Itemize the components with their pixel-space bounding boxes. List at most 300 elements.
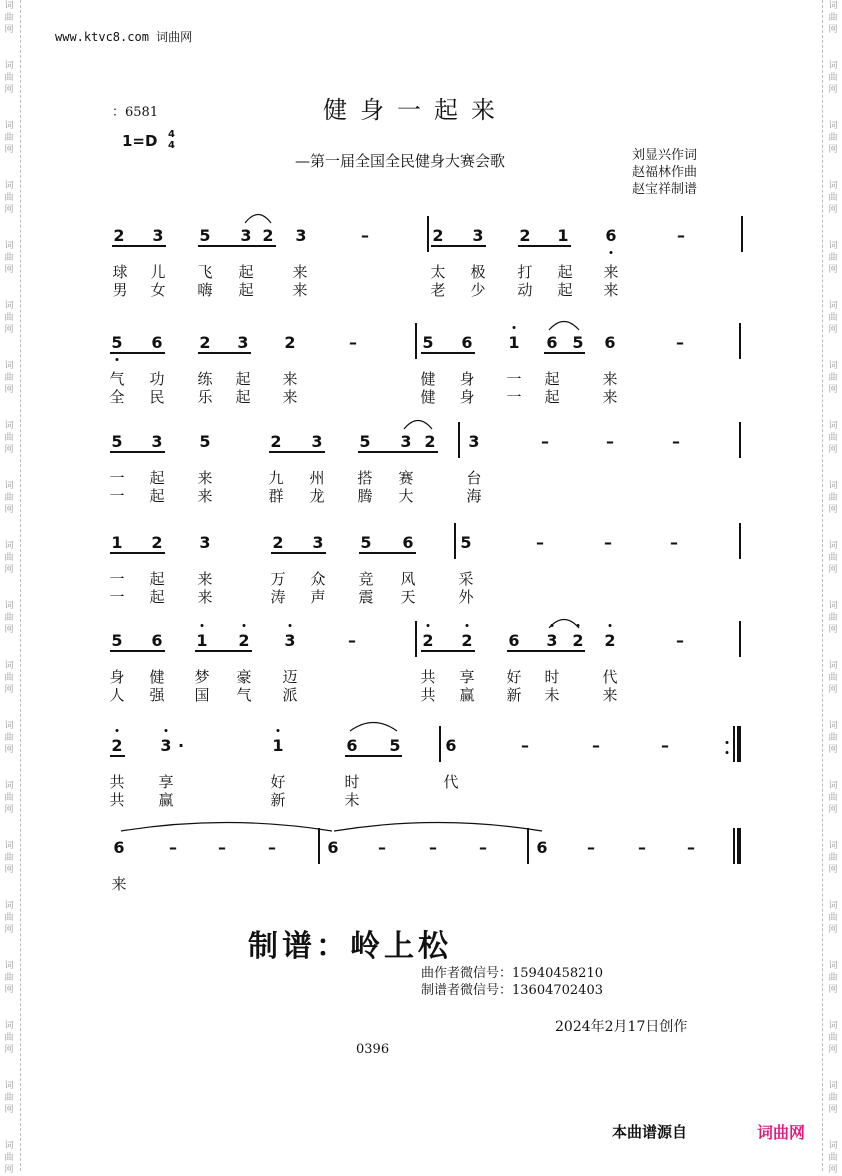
lyric-verse-2: 群 xyxy=(268,487,284,505)
note: – xyxy=(541,432,549,451)
composer-wechat: 曲作者微信号：15940458210 xyxy=(421,966,603,981)
note: 2 xyxy=(199,333,211,352)
note: – xyxy=(638,838,646,857)
note: – xyxy=(521,736,529,755)
lyric-verse-2: 身 xyxy=(459,388,475,406)
lyric-verse-1: 打 xyxy=(517,263,533,281)
note: 5 xyxy=(460,533,472,552)
lyric-verse-2: 男 xyxy=(112,281,128,299)
eighth-note-underline xyxy=(507,650,585,652)
lyric-verse-2: 未 xyxy=(544,686,560,704)
lyric-verse-1: 代 xyxy=(602,668,618,686)
eighth-note-underline xyxy=(110,650,165,652)
lyric-verse-1: 搭 xyxy=(357,469,373,487)
lyric-verse-1: 起 xyxy=(544,370,560,388)
right-margin-line xyxy=(822,0,823,1171)
note: 6 xyxy=(327,838,339,857)
final-barline xyxy=(737,828,741,864)
side-watermark-text: 词 曲 网 xyxy=(828,241,838,275)
lyric-verse-1: 来 xyxy=(282,370,298,388)
side-watermark-text: 词 曲 网 xyxy=(828,841,838,875)
lyric-verse-1: 代 xyxy=(443,773,459,791)
octave-dot-above xyxy=(427,624,430,627)
lyric-verse-2: 来 xyxy=(292,281,308,299)
slur-arc xyxy=(403,416,433,430)
side-watermark-text: 词 曲 网 xyxy=(4,241,14,275)
note: 6 xyxy=(113,838,125,857)
note: 2 xyxy=(151,533,163,552)
note: 5 xyxy=(111,631,123,650)
slur-arc xyxy=(244,210,272,224)
octave-dot-above xyxy=(609,624,612,627)
lyric-verse-1: 来 xyxy=(602,370,618,388)
slur-arc xyxy=(548,317,580,331)
eighth-note-underline xyxy=(358,451,438,453)
lyric-verse-2: 民 xyxy=(149,388,165,406)
lyric-verse-1: 儿 xyxy=(150,263,166,281)
octave-dot-above xyxy=(277,729,280,732)
side-watermark-text: 词 曲 网 xyxy=(4,901,14,935)
note: – xyxy=(268,838,276,857)
side-watermark-text: 词 曲 网 xyxy=(4,781,14,815)
note: 2 xyxy=(284,333,296,352)
final-barline xyxy=(737,726,741,762)
note: 6 xyxy=(546,333,558,352)
eighth-note-underline xyxy=(110,552,165,554)
lyric-verse-1: 球 xyxy=(112,263,128,281)
lyric-verse-1: 起 xyxy=(149,570,165,588)
lyric-verse-1: 气 xyxy=(109,370,125,388)
note: 3 xyxy=(311,432,323,451)
eighth-note-underline xyxy=(271,552,326,554)
barline xyxy=(318,828,320,864)
eighth-note-underline xyxy=(518,245,571,247)
arranger-credit: 赵宝祥制谱 xyxy=(632,182,698,197)
lyric-verse-1: 健 xyxy=(149,668,165,686)
lyric-verse-2: 嗨 xyxy=(197,281,213,299)
barline xyxy=(739,523,741,559)
side-watermark-text: 词 曲 网 xyxy=(828,781,838,815)
lyric-verse-1: 功 xyxy=(149,370,165,388)
right-watermark-column xyxy=(826,0,840,1175)
note: – xyxy=(429,838,437,857)
side-watermark-text: 词 曲 网 xyxy=(4,601,14,635)
note: 3 xyxy=(151,432,163,451)
note: 5 xyxy=(389,736,401,755)
note: 6 xyxy=(151,631,163,650)
lyric-verse-2: 龙 xyxy=(309,487,325,505)
lyric-verse-2: 涛 xyxy=(270,588,286,606)
note: – xyxy=(169,838,177,857)
left-margin-line xyxy=(20,0,21,1171)
lyric-verse-2: 强 xyxy=(149,686,165,704)
lyric-verse-2: 来 xyxy=(602,388,618,406)
lyric-verse-2: 派 xyxy=(282,686,298,704)
slur-arc xyxy=(349,718,398,732)
octave-dot-above xyxy=(513,326,516,329)
note: · xyxy=(177,736,185,755)
octave-dot-above xyxy=(243,624,246,627)
note: – xyxy=(479,838,487,857)
note: – xyxy=(606,432,614,451)
barline xyxy=(415,621,417,657)
side-watermark-text: 词 曲 网 xyxy=(828,1021,838,1055)
lyric-verse-2: 新 xyxy=(270,791,286,809)
lyric-verse-2: 人 xyxy=(109,686,125,704)
note: 6 xyxy=(346,736,358,755)
side-watermark-text: 词 曲 网 xyxy=(828,661,838,695)
barline xyxy=(454,523,456,559)
eighth-note-underline xyxy=(359,552,416,554)
lyric-verse-1: 风 xyxy=(400,570,416,588)
lyric-verse-2: 起 xyxy=(149,588,165,606)
octave-dot-above xyxy=(165,729,168,732)
note: 5 xyxy=(359,432,371,451)
lyric-verse-2: 气 xyxy=(236,686,252,704)
creation-date: 2024年2月17日创作 xyxy=(555,1019,688,1035)
octave-dot-above xyxy=(116,729,119,732)
lyric-verse-1: 享 xyxy=(459,668,475,686)
eighth-note-underline xyxy=(110,352,165,354)
note: 5 xyxy=(572,333,584,352)
barline xyxy=(739,323,741,359)
side-watermark-text: 词 曲 网 xyxy=(4,1141,14,1175)
eighth-note-underline xyxy=(431,245,486,247)
note: 3 xyxy=(546,631,558,650)
note: – xyxy=(676,631,684,650)
eighth-note-underline xyxy=(345,755,402,757)
lyric-verse-1: 来 xyxy=(603,263,619,281)
note: – xyxy=(670,533,678,552)
lyric-verse-2: 天 xyxy=(400,588,416,606)
lyric-verse-1: 来 xyxy=(197,570,213,588)
side-watermark-text: 词 曲 网 xyxy=(828,901,838,935)
credits-block xyxy=(632,147,697,198)
note: 2 xyxy=(238,631,250,650)
lyric-verse-1: 来 xyxy=(292,263,308,281)
note: 5 xyxy=(199,226,211,245)
lyric-verse-1: 练 xyxy=(197,370,213,388)
side-watermark-text: 词 曲 网 xyxy=(828,121,838,155)
side-watermark-text: 词 曲 网 xyxy=(828,61,838,95)
lyric-verse-1: 竞 xyxy=(358,570,374,588)
lyric-verse-2: 一 xyxy=(109,588,125,606)
side-watermark-text: 词 曲 网 xyxy=(4,1,14,35)
lyric-verse-1: 享 xyxy=(158,773,174,791)
note: 3 xyxy=(312,533,324,552)
lyric-verse-2: 动 xyxy=(517,281,533,299)
octave-dot-below xyxy=(610,251,613,254)
lyric-verse-2: 老 xyxy=(430,281,446,299)
lyric-verse-1: 共 xyxy=(109,773,125,791)
lyric-verse-2: 声 xyxy=(310,588,326,606)
note: 5 xyxy=(111,432,123,451)
side-watermark-text: 词 曲 网 xyxy=(4,541,14,575)
song-subtitle: —第一届全国全民健身大赛会歌 xyxy=(295,152,506,170)
lyric-verse-2: 全 xyxy=(109,388,125,406)
lyric-verse-2: 腾 xyxy=(357,487,373,505)
note: 3 xyxy=(472,226,484,245)
lyric-verse-2: 新 xyxy=(506,686,522,704)
note: – xyxy=(218,838,226,857)
eighth-note-underline xyxy=(544,352,585,354)
key-signature: 1=D xyxy=(122,132,158,150)
barline xyxy=(439,726,441,762)
eighth-note-underline xyxy=(421,650,475,652)
slur-arc xyxy=(548,615,580,629)
eighth-note-underline xyxy=(195,650,252,652)
lyric-verse-2: 海 xyxy=(466,487,482,505)
lyric-verse-1: 众 xyxy=(310,570,326,588)
side-watermark-text: 词 曲 网 xyxy=(828,421,838,455)
lyric-verse-1: 好 xyxy=(270,773,286,791)
side-watermark-text: 词 曲 网 xyxy=(828,1,838,35)
lyric-verse-1: 起 xyxy=(238,263,254,281)
side-watermark-text: 词 曲 网 xyxy=(4,421,14,455)
lyric-verse-2: 来 xyxy=(197,487,213,505)
note: 1 xyxy=(508,333,520,352)
side-watermark-text: 词 曲 网 xyxy=(4,841,14,875)
note: 3 xyxy=(468,432,480,451)
lyric-verse-1: 起 xyxy=(235,370,251,388)
barline xyxy=(415,323,417,359)
side-watermark-text: 词 曲 网 xyxy=(828,361,838,395)
octave-dot-above xyxy=(289,624,292,627)
lyric-verse-2: 健 xyxy=(420,388,436,406)
side-watermark-text: 词 曲 网 xyxy=(828,181,838,215)
note: – xyxy=(592,736,600,755)
note: – xyxy=(349,333,357,352)
note: 5 xyxy=(360,533,372,552)
side-watermark-text: 词 曲 网 xyxy=(828,721,838,755)
lyric-verse-2: 国 xyxy=(194,686,210,704)
note: – xyxy=(661,736,669,755)
source-logo[interactable]: 词曲网 xyxy=(757,1123,806,1142)
lyric-verse-1: 豪 xyxy=(236,668,252,686)
lyric-verse-2: 来 xyxy=(282,388,298,406)
note: 1 xyxy=(557,226,569,245)
time-signature-top: 4 xyxy=(168,129,175,140)
lyric-verse-1: 时 xyxy=(344,773,360,791)
lyric-verse-1: 身 xyxy=(109,668,125,686)
note: 2 xyxy=(604,631,616,650)
lyric-verse-1: 健 xyxy=(420,370,436,388)
lyric-verse-2: 来 xyxy=(603,281,619,299)
lyric-verse-2: 来 xyxy=(602,686,618,704)
lyric-verse-2: 未 xyxy=(344,791,360,809)
lyric-verse-2: 外 xyxy=(458,588,474,606)
side-watermark-text: 词 曲 网 xyxy=(4,1081,14,1115)
eighth-note-underline xyxy=(421,352,475,354)
lyric-verse-2: 来 xyxy=(197,588,213,606)
note: 6 xyxy=(536,838,548,857)
note: 2 xyxy=(272,533,284,552)
note: 2 xyxy=(262,226,274,245)
note: 5 xyxy=(199,432,211,451)
note: 3 xyxy=(152,226,164,245)
note: – xyxy=(536,533,544,552)
song-title: 健身一起来 xyxy=(323,96,508,124)
note: 2 xyxy=(432,226,444,245)
lyric-verse-2: 共 xyxy=(420,686,436,704)
lyric-verse-1: 共 xyxy=(420,668,436,686)
note: 3 xyxy=(199,533,211,552)
lyric-verse-2: 一 xyxy=(506,388,522,406)
eighth-note-underline xyxy=(110,755,125,757)
side-watermark-text: 词 曲 网 xyxy=(4,301,14,335)
note: 6 xyxy=(508,631,520,650)
note: 3 xyxy=(160,736,172,755)
side-watermark-text: 词 曲 网 xyxy=(4,361,14,395)
lyric-verse-1: 起 xyxy=(557,263,573,281)
note: 6 xyxy=(402,533,414,552)
side-watermark-text: 词 曲 网 xyxy=(4,481,14,515)
slur-arc xyxy=(333,818,543,832)
lyric-verse-2: 乐 xyxy=(197,388,213,406)
composer-credit: 赵福林作曲 xyxy=(632,165,698,180)
lyric-verse-1: 台 xyxy=(466,469,482,487)
arranger-signature: 制谱：岭上松 xyxy=(248,929,452,964)
barline xyxy=(739,621,741,657)
barline xyxy=(427,216,429,252)
lyric-verse-1: 州 xyxy=(309,469,325,487)
side-watermark-text: 词 曲 网 xyxy=(828,1081,838,1115)
catalog-number: ：6581 xyxy=(112,105,159,120)
note: 5 xyxy=(422,333,434,352)
lyric-verse-1: 来 xyxy=(111,875,127,893)
note: – xyxy=(587,838,595,857)
side-watermark-text: 词 曲 网 xyxy=(4,61,14,95)
side-watermark-text: 词 曲 网 xyxy=(4,961,14,995)
note: – xyxy=(348,631,356,650)
note: – xyxy=(677,226,685,245)
site-watermark: www.ktvc8.com 词曲网 xyxy=(55,30,193,44)
eighth-note-underline xyxy=(110,451,165,453)
lyric-verse-1: 一 xyxy=(506,370,522,388)
lyric-verse-2: 少 xyxy=(470,281,486,299)
note: 6 xyxy=(151,333,163,352)
lyricist-credit: 刘显兴作词 xyxy=(632,148,698,163)
wechat-contacts xyxy=(421,965,603,999)
lyric-verse-2: 赢 xyxy=(158,791,174,809)
note: 1 xyxy=(272,736,284,755)
lyric-verse-2: 赢 xyxy=(459,686,475,704)
note: 5 xyxy=(111,333,123,352)
note: – xyxy=(361,226,369,245)
barline xyxy=(739,422,741,458)
lyric-verse-2: 起 xyxy=(238,281,254,299)
lyric-verse-1: 飞 xyxy=(197,263,213,281)
octave-dot-below xyxy=(116,358,119,361)
note: 3 xyxy=(400,432,412,451)
lyric-verse-1: 采 xyxy=(458,570,474,588)
note: – xyxy=(604,533,612,552)
note: 2 xyxy=(270,432,282,451)
note: – xyxy=(687,838,695,857)
side-watermark-text: 词 曲 网 xyxy=(828,601,838,635)
note: 2 xyxy=(113,226,125,245)
note: 6 xyxy=(445,736,457,755)
side-watermark-text: 词 曲 网 xyxy=(4,1021,14,1055)
lyric-verse-2: 起 xyxy=(544,388,560,406)
note: 2 xyxy=(424,432,436,451)
note: 6 xyxy=(605,226,617,245)
repeat-dot xyxy=(726,751,729,754)
note: 3 xyxy=(284,631,296,650)
octave-dot-above xyxy=(201,624,204,627)
arranger-wechat: 制谱者微信号：13604702403 xyxy=(421,983,603,998)
side-watermark-text: 词 曲 网 xyxy=(4,661,14,695)
eighth-note-underline xyxy=(269,451,325,453)
barline xyxy=(527,828,529,864)
note: – xyxy=(378,838,386,857)
slur-arc xyxy=(120,818,333,832)
side-watermark-text: 词 曲 网 xyxy=(828,961,838,995)
lyric-verse-1: 来 xyxy=(197,469,213,487)
lyric-verse-1: 身 xyxy=(459,370,475,388)
time-signature xyxy=(168,129,175,151)
side-watermark-text: 词 曲 网 xyxy=(828,1141,838,1175)
barline xyxy=(458,422,460,458)
source-label: 本曲谱源自 xyxy=(612,1123,688,1141)
note: 2 xyxy=(519,226,531,245)
lyric-verse-1: 时 xyxy=(544,668,560,686)
eighth-note-underline xyxy=(198,245,276,247)
lyric-verse-1: 极 xyxy=(470,263,486,281)
lyric-verse-1: 起 xyxy=(149,469,165,487)
note: 1 xyxy=(111,533,123,552)
side-watermark-text: 词 曲 网 xyxy=(4,121,14,155)
lyric-verse-2: 起 xyxy=(149,487,165,505)
lyric-verse-1: 一 xyxy=(109,469,125,487)
time-signature-bottom: 4 xyxy=(168,140,175,151)
lyric-verse-2: 震 xyxy=(358,588,374,606)
side-watermark-text: 词 曲 网 xyxy=(828,481,838,515)
note: 6 xyxy=(604,333,616,352)
lyric-verse-2: 起 xyxy=(557,281,573,299)
lyric-verse-1: 太 xyxy=(430,263,446,281)
eighth-note-underline xyxy=(112,245,166,247)
left-watermark-column xyxy=(2,0,16,1175)
repeat-dot xyxy=(726,741,729,744)
lyric-verse-1: 梦 xyxy=(194,668,210,686)
note: – xyxy=(672,432,680,451)
octave-dot-above xyxy=(466,624,469,627)
note: 1 xyxy=(196,631,208,650)
barline xyxy=(741,216,743,252)
note: – xyxy=(676,333,684,352)
barline xyxy=(733,828,735,864)
lyric-verse-1: 一 xyxy=(109,570,125,588)
side-watermark-text: 词 曲 网 xyxy=(828,541,838,575)
lyric-verse-2: 大 xyxy=(398,487,414,505)
lyric-verse-2: 一 xyxy=(109,487,125,505)
note: 6 xyxy=(461,333,473,352)
lyric-verse-1: 赛 xyxy=(398,469,414,487)
barline xyxy=(733,726,735,762)
lyric-verse-1: 万 xyxy=(270,570,286,588)
lyric-verse-2: 女 xyxy=(150,281,166,299)
note: 3 xyxy=(237,333,249,352)
note: 2 xyxy=(111,736,123,755)
note: 3 xyxy=(240,226,252,245)
lyric-verse-1: 九 xyxy=(268,469,284,487)
page-code: 0396 xyxy=(356,1042,390,1057)
lyric-verse-1: 好 xyxy=(506,668,522,686)
note: 2 xyxy=(461,631,473,650)
lyric-verse-2: 共 xyxy=(109,791,125,809)
note: 3 xyxy=(295,226,307,245)
